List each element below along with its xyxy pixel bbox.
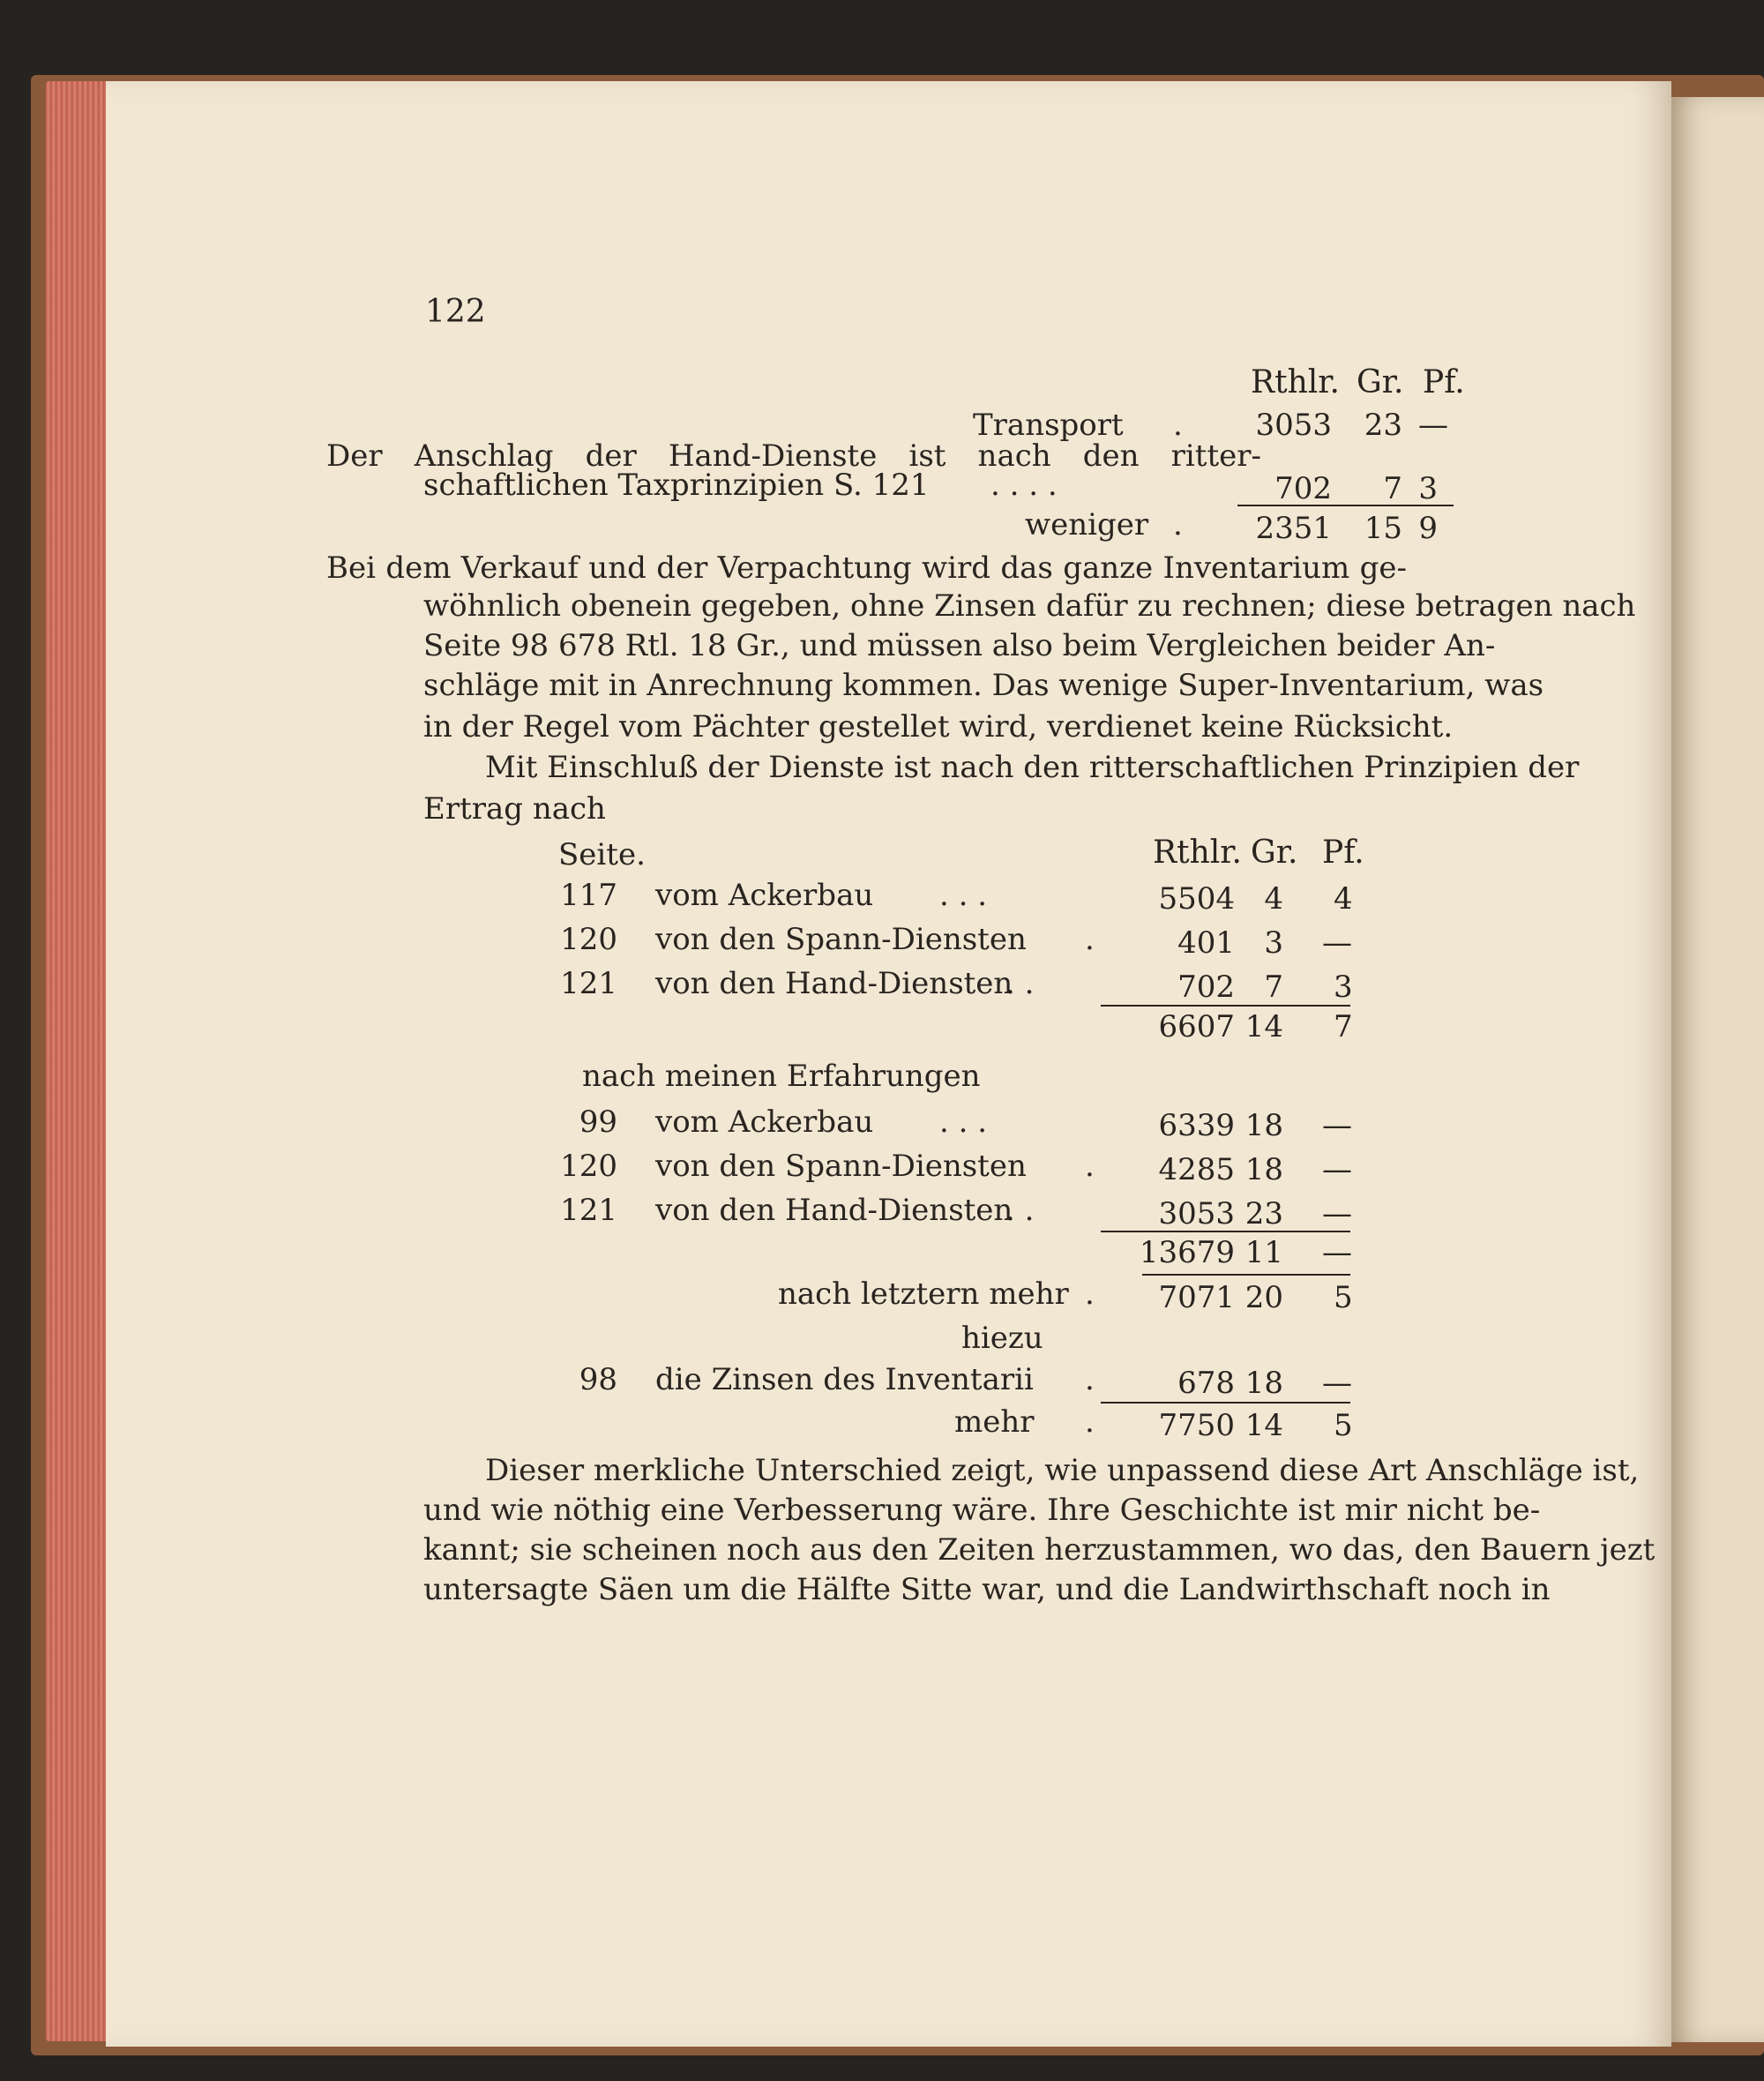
- row-pf: 3: [1334, 969, 1353, 1005]
- row-gr: 3: [1264, 925, 1283, 961]
- row-pf: —: [1322, 1108, 1352, 1143]
- weniger-dot: .: [1173, 507, 1183, 543]
- total-b-gr: 11: [1245, 1235, 1283, 1270]
- row-dots: . .: [1005, 1193, 1035, 1228]
- paragraph1-line2: wöhnlich obenein gegeben, ohne Zinsen dafür zu rechnen; diese betragen nach: [423, 588, 1636, 624]
- weniger-gr: 15: [1364, 511, 1402, 546]
- paragraph1-line4: schläge mit in Anrechnung kommen. Das wenige Super-Inventarium, was: [423, 668, 1544, 703]
- paragraph3-line4: untersagte Säen um die Hälfte Sitte war, und die Landwirthschaft noch in: [423, 1572, 1551, 1607]
- row-label: von den Spann-Diensten: [655, 922, 1027, 957]
- facing-page: [1671, 97, 1764, 2042]
- row-gr: 18: [1245, 1108, 1283, 1143]
- hand-dienste-dots: . . . .: [990, 468, 1058, 503]
- row-gr: 4: [1264, 881, 1283, 917]
- zinsen-rthlr: 678: [1177, 1366, 1235, 1401]
- row-seite: 120: [560, 922, 617, 957]
- row-label: von den Spann-Diensten: [655, 1149, 1027, 1184]
- total-a-pf: 7: [1334, 1009, 1353, 1044]
- row-rthlr: 3053: [1158, 1196, 1235, 1231]
- row-dots: . .: [1005, 966, 1035, 1001]
- row-seite: 121: [560, 1193, 617, 1228]
- table-header-pf: Pf.: [1322, 835, 1364, 871]
- row-pf: —: [1322, 1196, 1352, 1231]
- row-seite: 99: [579, 1104, 617, 1140]
- sum-rule: [1101, 1005, 1350, 1007]
- row-gr: 23: [1245, 1196, 1283, 1231]
- weniger-label: weniger: [1025, 507, 1149, 543]
- weniger-pf: 9: [1418, 511, 1438, 546]
- row-label: von den Hand-Diensten: [655, 966, 1013, 1001]
- zinsen-pf: —: [1322, 1366, 1352, 1401]
- book-page: [106, 81, 1671, 2047]
- page-number: 122: [425, 294, 486, 330]
- sum-rule: [1101, 1402, 1350, 1404]
- sum-rule: [1101, 1231, 1350, 1232]
- transport-pf: —: [1418, 408, 1448, 443]
- row-pf: 4: [1334, 881, 1353, 917]
- hiezu: hiezu: [961, 1321, 1043, 1356]
- zinsen-gr: 18: [1245, 1366, 1283, 1401]
- sum-rule: [1142, 1274, 1350, 1276]
- mehr1-rthlr: 7071: [1158, 1280, 1235, 1315]
- row-label: von den Hand-Diensten: [655, 1193, 1013, 1228]
- row-seite: 121: [560, 966, 617, 1001]
- page-edge: [46, 81, 112, 2041]
- mehr1-gr: 20: [1245, 1280, 1283, 1315]
- paragraph1-line1: Bei dem Verkauf und der Verpachtung wird das ganze Inventarium ge-: [326, 550, 1407, 586]
- transport-label: Transport: [973, 408, 1124, 443]
- total-a-rthlr: 6607: [1158, 1009, 1235, 1044]
- row-gr: 7: [1264, 969, 1283, 1005]
- row-seite: 120: [560, 1149, 617, 1184]
- row-label: vom Ackerbau: [655, 1104, 874, 1140]
- row-rthlr: 5504: [1158, 881, 1235, 917]
- mehr2-rthlr: 7750: [1158, 1408, 1235, 1443]
- paragraph3-line3: kannt; sie scheinen noch aus den Zeiten herzustammen, wo das, den Bauern jezt: [423, 1532, 1656, 1568]
- transport-rthlr: 3053: [1255, 408, 1332, 443]
- row-seite: 117: [560, 878, 617, 913]
- hand-dienste-line1: Der Anschlag der Hand-Dienste ist nach den ritter-: [326, 438, 1261, 474]
- row-pf: —: [1322, 1152, 1352, 1187]
- row-dots: .: [1085, 1149, 1095, 1184]
- row-rthlr: 702: [1177, 969, 1235, 1005]
- mehr2-pf: 5: [1334, 1408, 1353, 1443]
- row-gr: 18: [1245, 1152, 1283, 1187]
- paragraph1-line3: Seite 98 678 Rtl. 18 Gr., und müssen also beim Vergleichen beider An-: [423, 628, 1496, 663]
- paragraph3-line2: und wie nöthig eine Verbesserung wäre. Ihre Geschichte ist mir nicht be-: [423, 1493, 1541, 1528]
- row-dots: .: [1085, 922, 1095, 957]
- weniger-rthlr: 2351: [1255, 511, 1332, 546]
- table-header-seite: Seite.: [558, 837, 646, 872]
- total-b-rthlr: 13679: [1139, 1235, 1235, 1270]
- header-pf: Pf.: [1423, 364, 1465, 400]
- paragraph2-line1: Mit Einschluß der Dienste ist nach den ritterschaftlichen Prinzipien der: [485, 750, 1580, 785]
- paragraph2-line2: Ertrag nach: [423, 791, 606, 827]
- zinsen-label: die Zinsen des Inventarii: [655, 1362, 1034, 1397]
- mehr2-dot: .: [1085, 1404, 1095, 1440]
- row-dots: . . .: [939, 1104, 988, 1140]
- hand-dienste-gr: 7: [1383, 471, 1402, 506]
- table-header-gr: Gr.: [1251, 835, 1298, 871]
- paragraph3-line1: Dieser merkliche Unterschied zeigt, wie unpassend diese Art Anschläge ist,: [485, 1453, 1640, 1488]
- row-pf: —: [1322, 925, 1352, 961]
- mehr1-pf: 5: [1334, 1280, 1353, 1315]
- total-a-gr: 14: [1245, 1009, 1283, 1044]
- total-b-pf: —: [1322, 1235, 1352, 1270]
- mehr1-label: nach letztern mehr: [778, 1276, 1069, 1312]
- mehr1-dot: .: [1085, 1276, 1095, 1312]
- row-rthlr: 4285: [1158, 1152, 1235, 1187]
- row-rthlr: 401: [1177, 925, 1235, 961]
- mehr2-gr: 14: [1245, 1408, 1283, 1443]
- sum-rule: [1237, 505, 1454, 506]
- row-label: vom Ackerbau: [655, 878, 874, 913]
- transport-dot: .: [1173, 408, 1183, 443]
- zinsen-seite: 98: [579, 1362, 617, 1397]
- hand-dienste-pf: 3: [1418, 471, 1438, 506]
- row-dots: . . .: [939, 878, 988, 913]
- header-rthlr: Rthlr.: [1251, 364, 1340, 400]
- zinsen-dot: .: [1085, 1362, 1095, 1397]
- hand-dienste-line2: schaftlichen Taxprinzipien S. 121: [423, 468, 930, 503]
- row-rthlr: 6339: [1158, 1108, 1235, 1143]
- subhead: nach meinen Erfahrungen: [582, 1059, 981, 1094]
- table-header-rthlr: Rthlr.: [1153, 835, 1242, 871]
- transport-gr: 23: [1364, 408, 1402, 443]
- header-gr: Gr.: [1357, 364, 1404, 400]
- paragraph1-line5: in der Regel vom Pächter gestellet wird, verdienet keine Rücksicht.: [423, 709, 1454, 745]
- hand-dienste-rthlr: 702: [1274, 471, 1332, 506]
- mehr2-label: mehr: [954, 1404, 1035, 1440]
